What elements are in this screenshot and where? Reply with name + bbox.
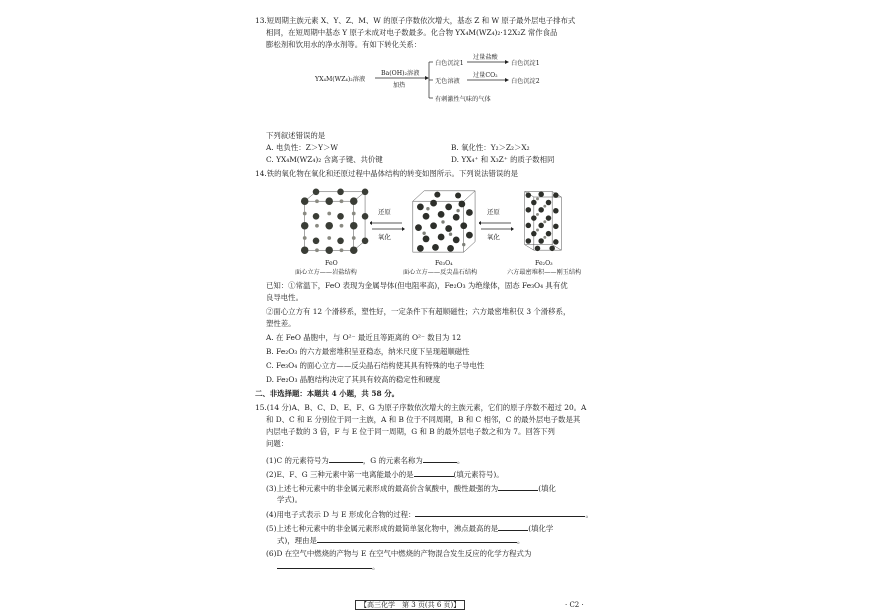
q13-option-a: A. 电负性：Z＞Y＞W	[266, 143, 338, 152]
page-code: · C2 ·	[565, 601, 584, 609]
answer-blank-2[interactable]	[423, 454, 457, 463]
scheme-p2-result: 白色沉淀2	[511, 78, 540, 85]
q15-sub3: (3)上述七种元素中的非金属元素形成的最高价含氧酸中，酸性最强的为 (填化	[266, 484, 556, 493]
q15-sub5: (5)上述七种元素中的非金属元素形成的最简单氢化物中，沸点最高的是 (填化学	[266, 524, 554, 533]
page-footer: 【高三化学 第 3 页(共 6 页)】	[355, 600, 465, 611]
q13-option-d: D. YX₄⁺ 和 X₃Z⁺ 的质子数相同	[451, 155, 555, 164]
scheme-start: YX₄M(WZ₄)₂溶液	[315, 76, 366, 83]
q15-sub4: (4)用电子式表示 D 与 E 形成化合物的过程： 。	[266, 510, 593, 519]
scheme-reagent: Ba(OH)₂溶液	[381, 70, 420, 77]
q14-option-a: A. 在 FeO 晶胞中，与 O²⁻ 最近且等距离的 O²⁻ 数目为 12	[266, 333, 462, 342]
q15-line3: 内层电子数的 3 倍，F 与 E 位于同一周期，G 和 B 的最外层电子数之和为 7。回答下列	[266, 427, 555, 436]
section-2-heading: 二、非选择题：本题共 4 小题，共 58 分。	[255, 389, 399, 398]
q14-option-b: B. Fe₂O₃ 的六方最密堆积呈亚稳态，纳米尺度下呈现超顺磁性	[266, 347, 470, 356]
transformation-scheme	[315, 54, 545, 110]
arrow1-bottom-label: 氧化	[378, 233, 391, 241]
q15-sub3-cont: 学式)。	[277, 495, 303, 504]
q13-line2: 相同，在短周期中基态 Y 原子未成对电子数最多。化合物 YX₄M(WZ₄)₂·12X₂Z 常作食品	[266, 28, 558, 37]
fe2o3-structure-desc: 六方最密堆积——刚玉结构	[507, 269, 582, 276]
q15-line1: 15.(14 分)A、B、C、D、E、F、G 为原子序数依次增大的主族元素，它们的原子序数不超过 20。A	[255, 403, 587, 412]
q13-line1: 13.短周期主族元素 X、Y、Z、M、W 的原子序数依次增大，基态 Z 和 W 原子最外层电子排布式	[255, 16, 576, 25]
q14-info-2: 良导电性。	[266, 293, 303, 302]
fe3o4-crystal-structure	[403, 188, 483, 254]
q15-line2: 和 D、C 和 E 分别位于同一主族，A 和 B 位于不同周期，B 和 C 相邻，C 的最外层电子数是其	[266, 415, 581, 424]
q15-sub2: (2)E、F、G 三种元素中第一电离能最小的是 (填元素符号)。	[266, 470, 504, 479]
feo-formula: FeO	[325, 260, 338, 267]
arrow2-top-label: 还原	[487, 208, 500, 216]
q14-info-4: 塑性差。	[266, 319, 296, 328]
feo-crystal-structure	[293, 188, 373, 254]
q14-option-c: C. Fe₃O₄ 的面心立方——反尖晶石结构使其具有特殊的电子导电性	[266, 361, 485, 370]
fe3o4-structure-desc: 面心立方——反尖晶石结构	[403, 269, 478, 276]
answer-blank-4[interactable]	[498, 482, 538, 491]
scheme-product-2: 无色溶液	[435, 78, 460, 85]
q13-option-c: C. YX₄M(WZ₄)₂ 含离子键、共价键	[266, 155, 383, 164]
scheme-condition: 加热	[393, 82, 406, 89]
q14-info-1: 已知：①常温下，FeO 表现为金属导体(但电阻率高)，Fe₂O₃ 为绝缘体，固态 Fe₃O₄ 具有优	[266, 281, 568, 290]
scheme-p2-reagent: 过量CO₂	[473, 72, 498, 79]
arrow2-bottom-label: 氧化	[487, 233, 500, 241]
q13-options-row-1	[266, 142, 616, 153]
fe3o4-formula: Fe₃O₄	[435, 260, 453, 267]
q15-sub6-cont: 。	[277, 560, 379, 572]
answer-blank-6[interactable]	[498, 522, 528, 531]
scheme-product-3: 有刺激性气味的气体	[435, 96, 491, 103]
q15-sub1: (1)C 的元素符号为 ，G 的元素名称为 。	[266, 456, 465, 465]
q15-sub6: (6)D 在空气中燃烧的产物与 E 在空气中燃烧的产物混合发生反应的化学方程式为	[266, 549, 532, 558]
scheme-product-1: 白色沉淀1	[435, 60, 464, 67]
answer-blank-7[interactable]	[317, 534, 517, 543]
feo-structure-desc: 面心立方——岩盐结构	[295, 269, 357, 276]
exam-page	[255, 10, 625, 610]
q13-line3: 膨松剂和饮用水的净水剂等。有如下转化关系：	[266, 40, 422, 49]
answer-blank-8[interactable]	[277, 560, 372, 569]
q15-line4: 问题：	[266, 439, 289, 448]
fe2o3-formula: Fe₂O₃	[535, 260, 553, 267]
answer-blank-1[interactable]	[329, 454, 363, 463]
scheme-p1-result: 白色沉淀1	[511, 60, 540, 67]
q14-option-d: D. Fe₂O₃ 晶胞结构决定了其具有较高的稳定性和硬度	[266, 375, 441, 384]
answer-blank-3[interactable]	[414, 468, 454, 477]
q15-sub5-cont: 式)，理由是 。	[277, 536, 525, 545]
q14-line1: 14.铁的氧化物在氧化和还原过程中晶体结构的转变如图所示。下列说法错误的是	[255, 169, 519, 178]
answer-blank-5[interactable]	[415, 508, 585, 517]
q13-option-b: B. 氧化性：Y₂＞Z₂＞X₂	[451, 143, 530, 152]
arrow1-top-label: 还原	[378, 208, 391, 216]
q13-stem: 下列叙述错误的是	[266, 131, 326, 140]
q13-options-row-2	[266, 154, 616, 165]
scheme-p1-reagent: 过量盐酸	[473, 54, 498, 61]
fe2o3-crystal-structure	[513, 186, 573, 252]
q14-info-3: ②面心立方有 12 个滑移系，塑性好，一定条件下有超顺磁性；六方最密堆积仅 3 个滑移系，	[266, 307, 571, 316]
